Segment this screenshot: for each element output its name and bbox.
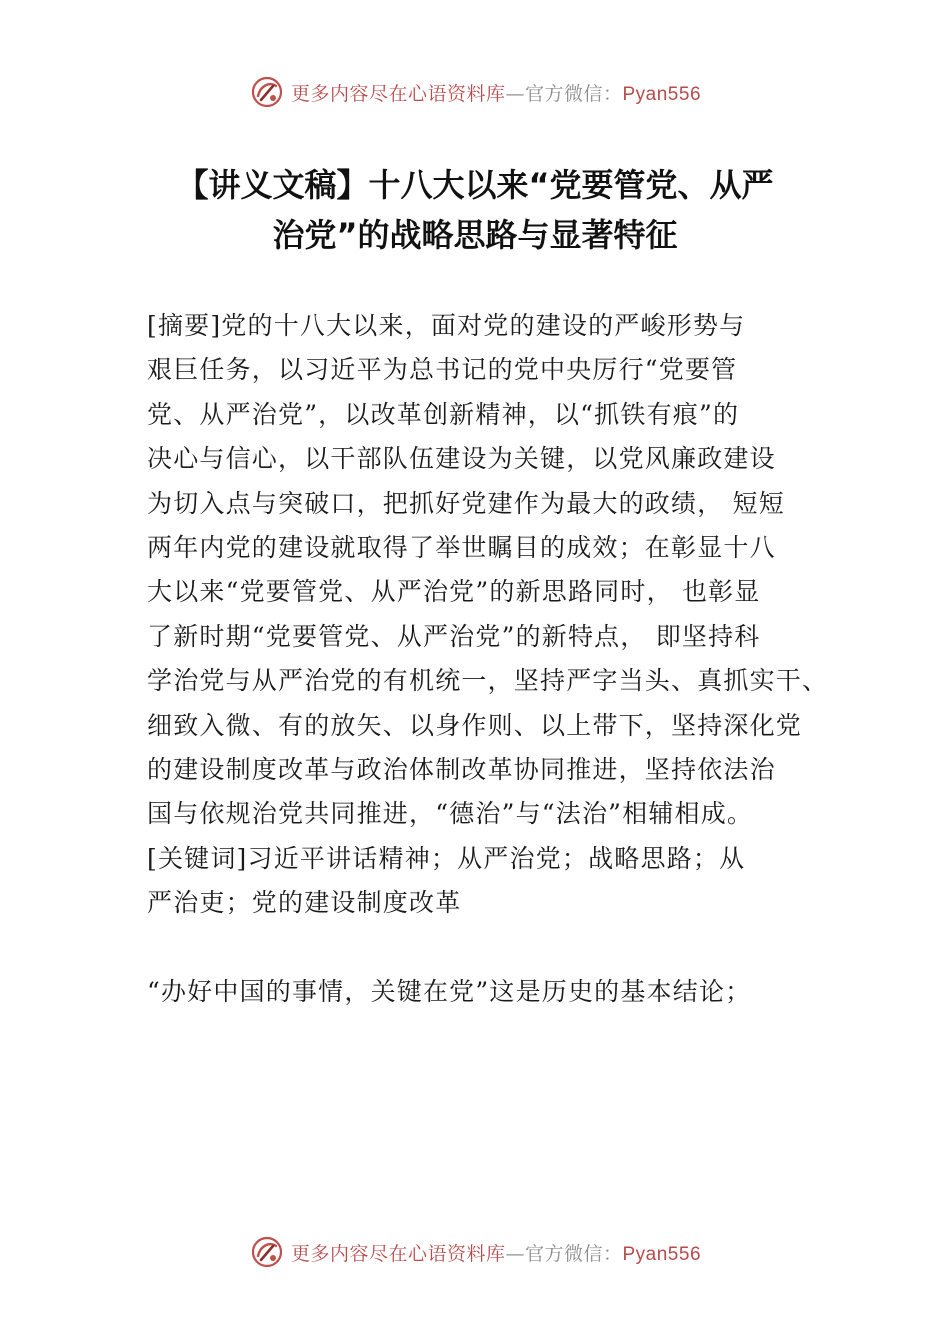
- footer-wechat-label: 官方微信：: [524, 1242, 623, 1265]
- body-line: 两年内党的建设就取得了举世瞩目的成效；在彰显十八: [147, 532, 776, 562]
- document-title: [130, 160, 820, 260]
- keywords-line: 严治吏；党的建设制度改革: [147, 888, 462, 918]
- header-wechat-id: Pyan556: [622, 83, 702, 105]
- body-line: 的建设制度改革与政治体制改革协同推进，坚持依法治: [147, 754, 776, 784]
- title-line: 【讲义文稿】十八大以来“党要管党、从严: [176, 166, 774, 204]
- body-line: 为切入点与突破口，把抓好党建作为最大的政绩， 短短: [147, 488, 785, 518]
- footer-wechat-id: Pyan556: [622, 1243, 702, 1265]
- body-line: [摘要]党的十八大以来，面对党的建设的严峻形势与: [147, 311, 746, 340]
- header-banner-text: [291, 79, 701, 106]
- body-line: 国与依规治党共同推进，“德治”与“法治”相辅相成。: [147, 799, 754, 829]
- paragraph-gap: [147, 925, 847, 969]
- body-line: 艰巨任务，以习近平为总书记的党中央厉行“党要管: [147, 355, 738, 385]
- footer-separator: —: [505, 1242, 525, 1265]
- footer-site-name: 更多内容尽在心语资料库: [290, 1242, 506, 1265]
- footer-banner: [0, 1232, 950, 1272]
- body-line: 党、从严治党”，以改革创新精神，以“抓铁有痕”的: [147, 399, 740, 429]
- title-line: 治党”的战略思路与显著特征: [272, 216, 678, 254]
- quote-line: “办好中国的事情，关键在党”这是历史的基本结论；: [147, 976, 752, 1006]
- header-separator: —: [505, 82, 525, 105]
- header-banner: [0, 72, 950, 112]
- document-body: [147, 304, 847, 1014]
- body-line: 了新时期“党要管党、从严治党”的新特点， 即坚持科: [147, 621, 761, 651]
- logo-icon: [249, 1234, 285, 1270]
- body-line: 大以来“党要管党、从严治党”的新思路同时， 也彰显: [147, 577, 761, 607]
- body-line: 决心与信心，以干部队伍建设为关键，以党风廉政建设: [147, 444, 776, 474]
- header-wechat-label: 官方微信：: [524, 82, 623, 105]
- body-line: 细致入微、有的放矢、以身作则、以上带下，坚持深化党: [147, 710, 803, 740]
- footer-banner-text: [291, 1239, 701, 1266]
- logo-icon: [249, 74, 285, 110]
- header-site-name: 更多内容尽在心语资料库: [290, 82, 506, 105]
- body-line: 学治党与从严治党的有机统一，坚持严字当头、真抓实干、: [147, 666, 829, 696]
- keywords-line: [关键词]习近平讲话精神；从严治党；战略思路；从: [147, 843, 746, 873]
